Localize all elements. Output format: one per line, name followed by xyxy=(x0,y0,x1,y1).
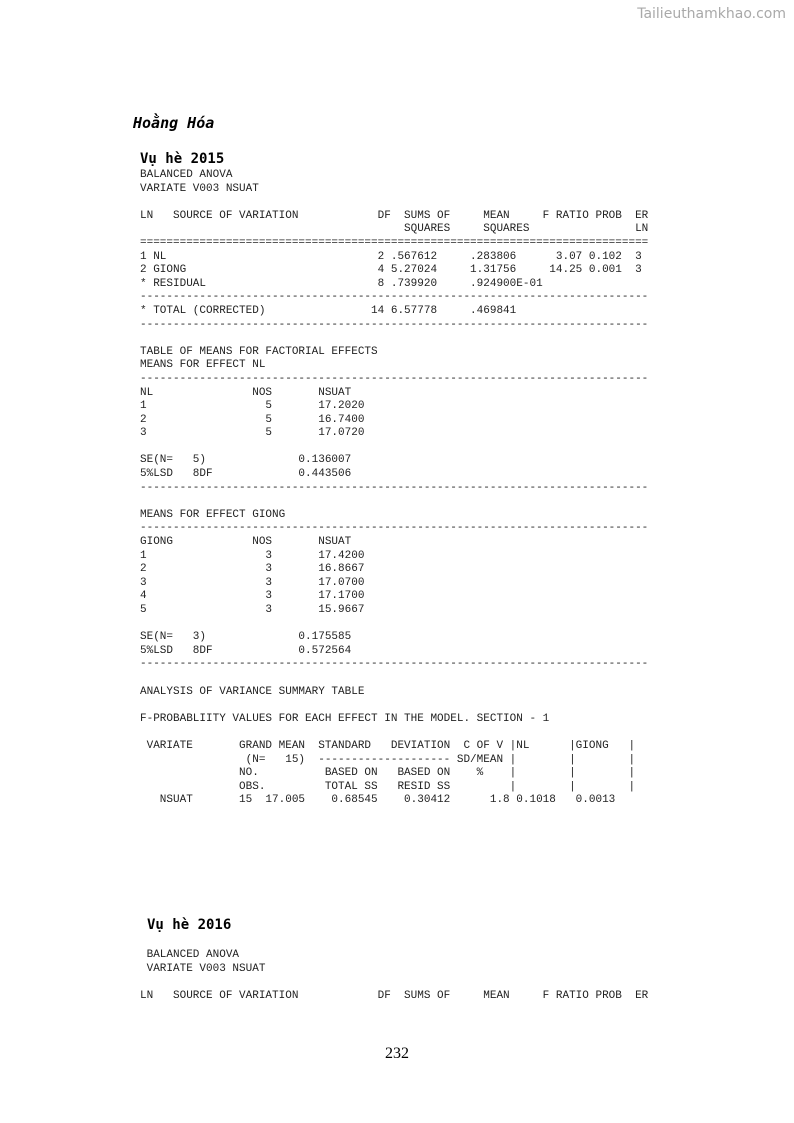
output-line: 2 5 16.7400 xyxy=(140,413,365,426)
output-line: NO. BASED ON BASED ON % | | | xyxy=(140,767,636,780)
output-line: VARIATE V003 NSUAT xyxy=(140,962,266,975)
output-line: SE(N= 3) 0.175585 xyxy=(140,631,352,644)
output-line xyxy=(140,495,648,509)
page-number: 232 xyxy=(385,1045,409,1062)
output-line xyxy=(140,196,648,210)
place-title: Hoằng Hóa xyxy=(133,114,215,132)
season-2015-heading: Vụ hè 2015 xyxy=(140,151,225,167)
output-line: ----------------------------------------------------------------------------- xyxy=(140,658,649,671)
output-line: VARIATE GRAND MEAN STANDARD DEVIATION C OF V |NL |GIONG | xyxy=(140,739,636,752)
output-line xyxy=(140,672,648,686)
output-line: MEANS FOR EFFECT GIONG xyxy=(140,508,286,521)
output-line: 1 NL 2 .567612 .283806 3.07 0.102 3 xyxy=(140,250,642,263)
output-line xyxy=(140,618,648,632)
output-line: OBS. TOTAL SS RESID SS | | | xyxy=(140,780,636,793)
output-line: ANALYSIS OF VARIANCE SUMMARY TABLE xyxy=(140,685,365,698)
output-line: ----------------------------------------------------------------------------- xyxy=(140,522,649,535)
output-line: SQUARES SQUARES LN xyxy=(140,223,649,236)
output-line: 3 3 17.0700 xyxy=(140,576,365,589)
output-line: BALANCED ANOVA xyxy=(140,169,233,181)
output-line: 5 3 15.9667 xyxy=(140,604,365,616)
output-line: 2 GIONG 4 5.27024 1.31756 14.25 0.001 3 xyxy=(140,264,642,277)
anova-output-2016 xyxy=(140,949,648,1003)
output-line xyxy=(140,332,648,346)
output-line: VARIATE V003 NSUAT xyxy=(140,182,259,195)
output-line: ----------------------------------------------------------------------------- xyxy=(140,291,649,304)
season-2016-heading: Vụ hè 2016 xyxy=(147,917,232,933)
output-line: 1 5 17.2020 xyxy=(140,400,365,413)
output-line xyxy=(140,441,648,455)
output-line: TABLE OF MEANS FOR FACTORIAL EFFECTS xyxy=(140,345,378,358)
output-line: NL NOS NSUAT xyxy=(140,386,352,399)
output-line: ----------------------------------------------------------------------------- xyxy=(140,318,649,331)
output-line: NSUAT 15 17.005 0.68545 0.30412 1.8 0.1018 0.0013 xyxy=(140,794,616,807)
output-line: 5%LSD 8DF 0.572564 xyxy=(140,644,352,657)
output-line xyxy=(140,976,648,990)
output-line: 4 3 17.1700 xyxy=(140,590,365,603)
output-line: LN SOURCE OF VARIATION DF SUMS OF MEAN F RATIO PROB ER xyxy=(140,989,649,1002)
output-line: ----------------------------------------------------------------------------- xyxy=(140,481,649,494)
anova-output-2015 xyxy=(140,169,648,808)
output-line: * TOTAL (CORRECTED) 14 6.57778 .469841 xyxy=(140,304,517,317)
output-line: BALANCED ANOVA xyxy=(140,949,240,961)
output-line: LN SOURCE OF VARIATION DF SUMS OF MEAN F RATIO PROB ER xyxy=(140,209,649,222)
output-line: * RESIDUAL 8 .739920 .924900E-01 xyxy=(140,277,543,290)
output-line: SE(N= 5) 0.136007 xyxy=(140,454,352,467)
output-line: (N= 15) -------------------- SD/MEAN | | | xyxy=(140,753,636,766)
output-line: 5%LSD 8DF 0.443506 xyxy=(140,468,352,481)
output-line: MEANS FOR EFFECT NL xyxy=(140,359,266,372)
output-line: ============================================================================= xyxy=(140,236,649,249)
output-line xyxy=(140,726,648,740)
watermark: Tailieuthamkhao.com xyxy=(637,6,786,22)
output-line xyxy=(140,699,648,713)
output-line: F-PROBABLIITY VALUES FOR EACH EFFECT IN THE MODEL. SECTION - 1 xyxy=(140,712,550,725)
output-line: ----------------------------------------------------------------------------- xyxy=(140,372,649,385)
output-line: 2 3 16.8667 xyxy=(140,563,365,576)
output-line: GIONG NOS NSUAT xyxy=(140,536,352,549)
output-line: 1 3 17.4200 xyxy=(140,549,365,562)
output-line: 3 5 17.0720 xyxy=(140,427,365,440)
